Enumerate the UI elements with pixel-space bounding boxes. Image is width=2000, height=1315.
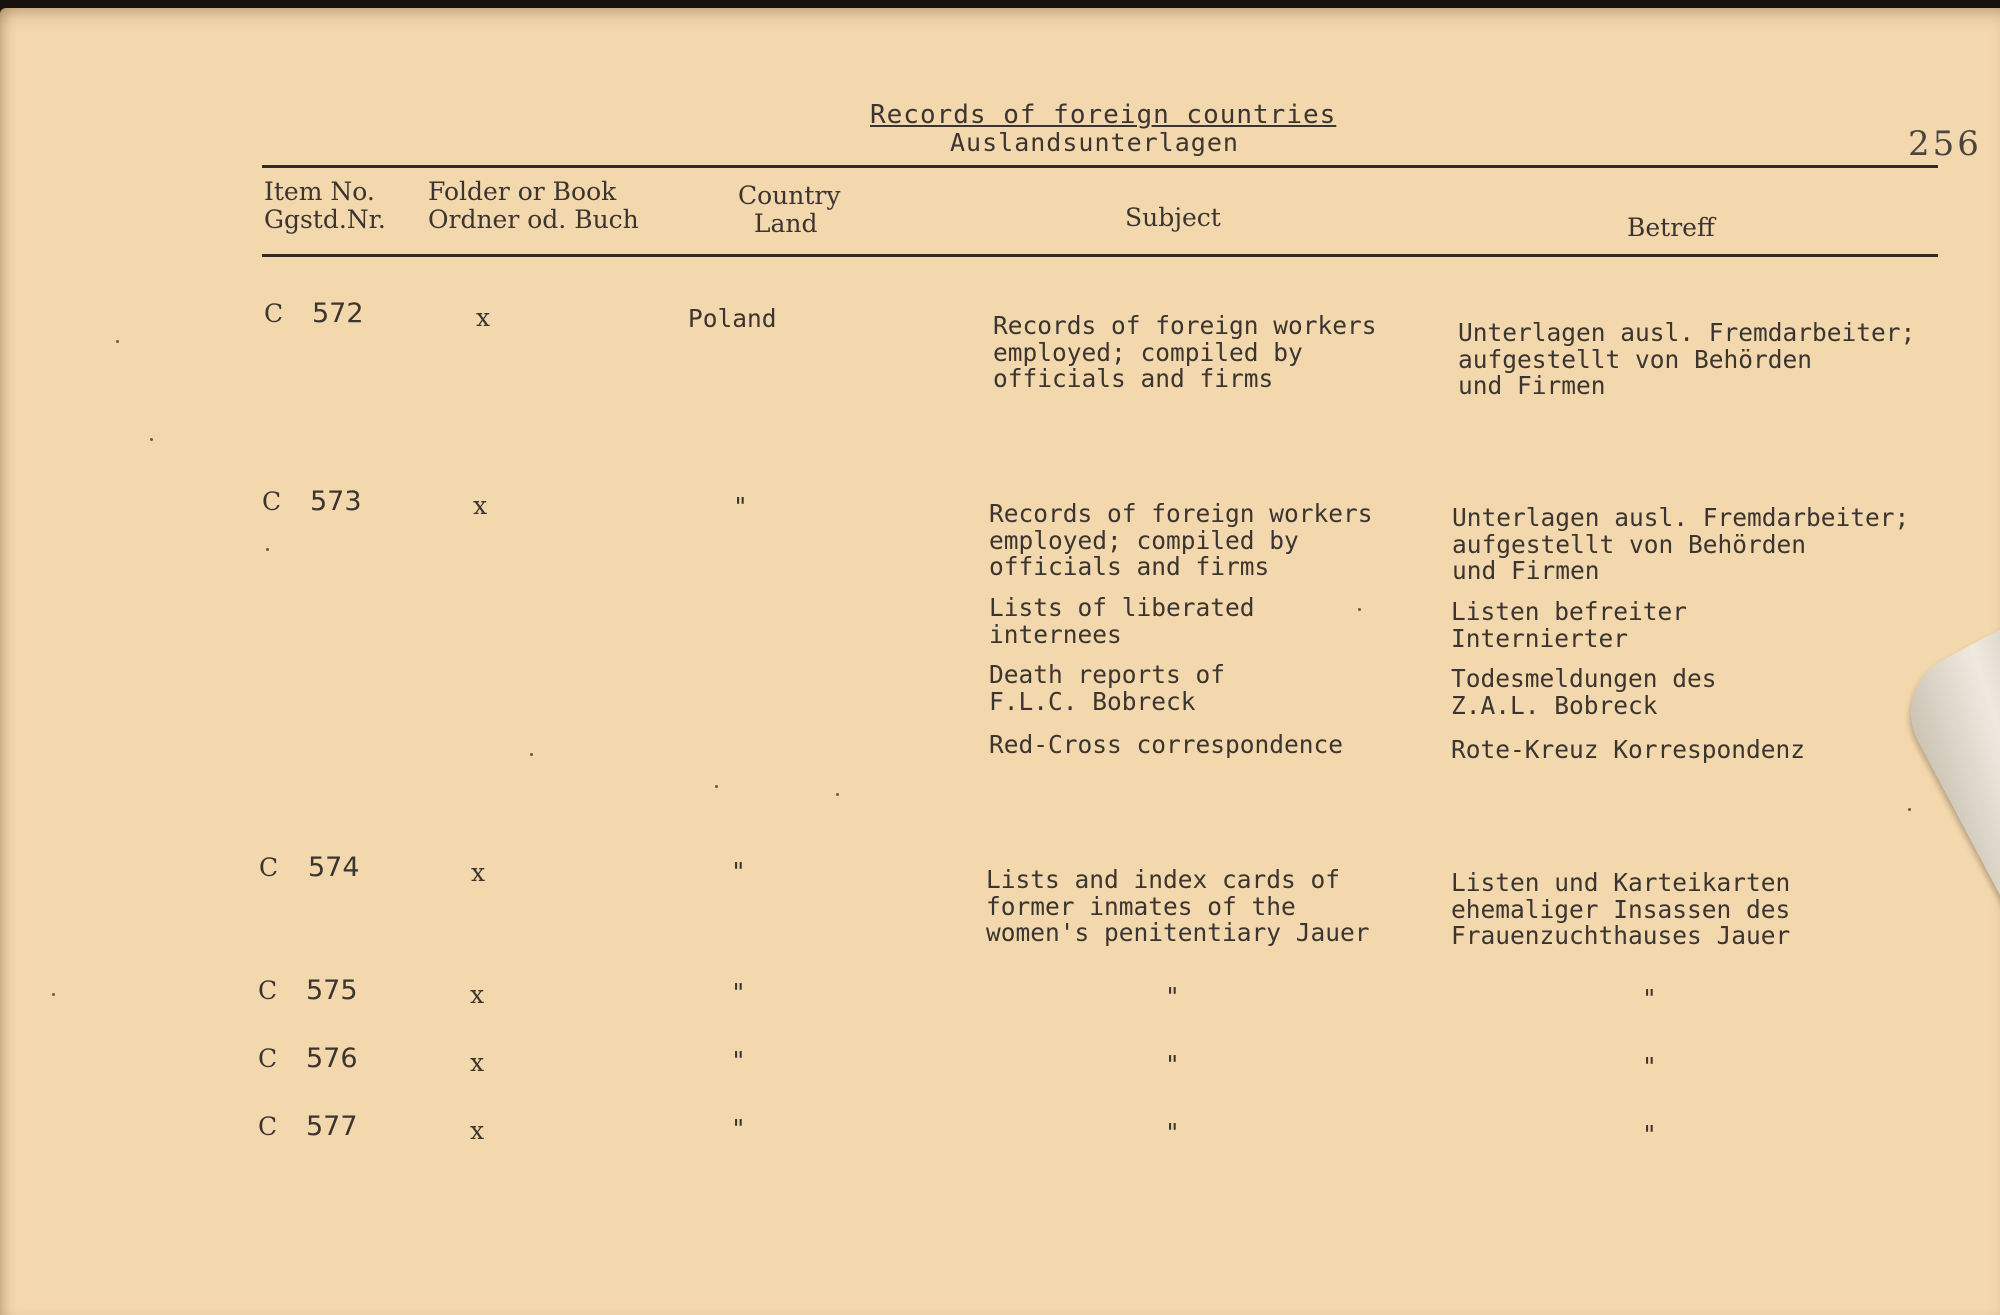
subject: Lists and index cards of former inmates of the women's penitentiary Jauer [986,865,1370,947]
item-prefix: C [264,299,284,328]
item-number: 573 [310,486,362,517]
folder-mark: x [470,1048,485,1077]
country: " [731,857,746,886]
folder-mark: x [471,858,486,887]
item-number: 572 [312,298,364,329]
item-number: 576 [306,1043,358,1074]
item-prefix: C [258,1044,278,1073]
item-prefix: C [262,487,282,516]
page-number: 256 [1908,124,1982,164]
header-rule-bottom [262,254,1938,257]
country: " [731,1114,746,1143]
paper-speck [52,993,55,996]
betreff: Listen befreiter Internierter [1451,597,1688,653]
page-title: Records of foreign countries [870,100,1337,130]
folder-mark: x [470,980,485,1009]
betreff: Listen und Karteikarten ehemaliger Insassen des Frauenzuchthauses Jauer [1451,868,1791,950]
paper-speck [715,785,718,788]
country: " [731,978,746,1007]
betreff: " [1642,1052,1657,1081]
subject: Records of foreign workers employed; compiled by officials and firms [989,499,1373,581]
country: " [731,1046,746,1075]
paper-speck [116,340,119,343]
item-prefix: C [258,1112,278,1141]
folder-mark: x [470,1116,485,1145]
paper-speck [836,793,839,796]
item-number: 575 [306,975,358,1006]
subject: Death reports of F.L.C. Bobreck [989,660,1226,716]
col-header-country: Country Land [738,181,841,238]
country: " [733,492,748,521]
betreff: " [1642,1120,1657,1149]
item-prefix: C [259,853,279,882]
letter-opener [1890,613,2000,909]
betreff: Unterlagen ausl. Fremdarbeiter; aufgestellt von Behörden und Firmen [1458,318,1916,400]
item-prefix: C [258,976,278,1005]
betreff: Rote-Kreuz Korrespondenz [1451,735,1806,764]
subject: " [1165,1050,1180,1079]
document-page [0,8,2000,1315]
subject: Lists of liberated internees [989,593,1255,649]
paper-speck [150,438,153,441]
paper-speck [530,753,533,756]
header-rule-top [262,165,1938,168]
subject: " [1165,982,1180,1011]
betreff: " [1642,984,1657,1013]
betreff: Unterlagen ausl. Fremdarbeiter; aufgestellt von Behörden und Firmen [1452,503,1910,585]
item-number: 574 [308,852,360,883]
page-subtitle: Auslandsunterlagen [950,128,1239,157]
item-number: 577 [306,1111,358,1142]
col-header-folder: Folder or Book Ordner od. Buch [428,177,639,234]
paper-speck [1358,608,1361,611]
col-header-subject: Subject [1125,203,1221,232]
top-edge [0,0,2000,8]
col-header-item-no: Item No. Ggstd.Nr. [264,177,386,234]
paper-speck [266,548,269,551]
subject: " [1165,1118,1180,1147]
subject: Red-Cross correspondence [989,730,1344,759]
country: Poland [688,304,777,333]
folder-mark: x [476,303,491,332]
betreff: Todesmeldungen des Z.A.L. Bobreck [1451,664,1717,720]
paper-speck [1908,808,1911,811]
subject: Records of foreign workers employed; compiled by officials and firms [993,311,1377,393]
col-header-betreff: Betreff [1627,213,1715,242]
folder-mark: x [473,491,488,520]
